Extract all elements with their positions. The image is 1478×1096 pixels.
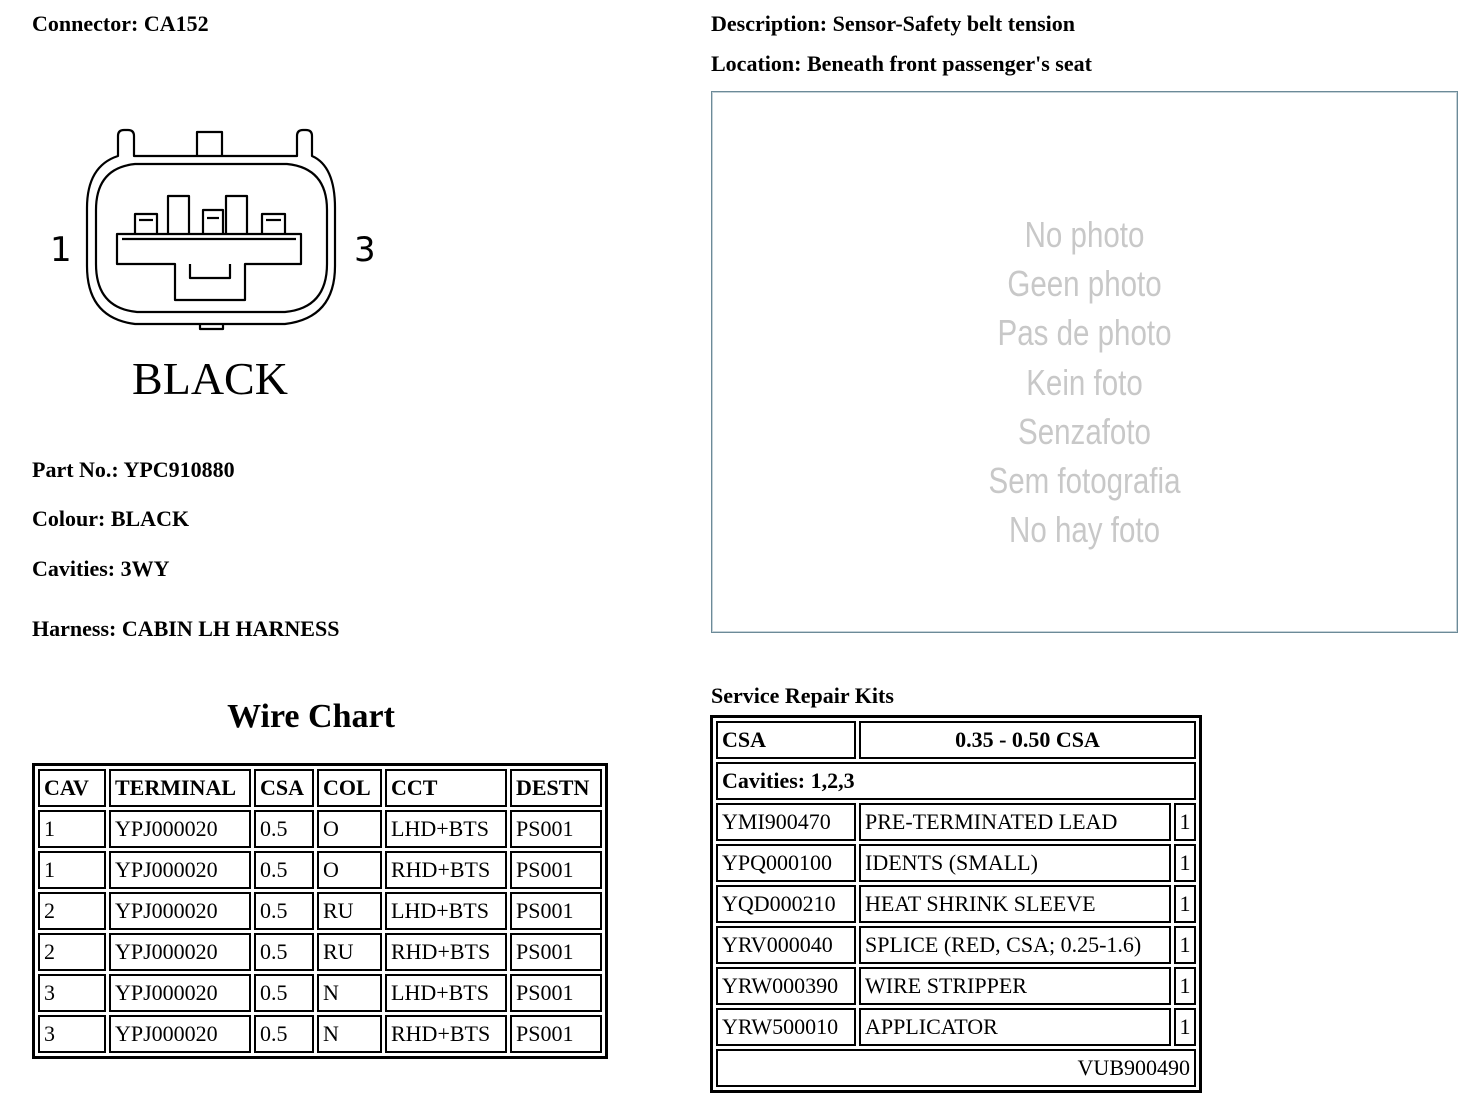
col-cct: CCT <box>385 769 507 807</box>
connector-housing <box>87 130 335 324</box>
colour-caption: BLACK <box>132 353 288 404</box>
description-label: Description: Sensor-Safety belt tension <box>711 11 1075 36</box>
table-row: 3 YPJ000020 0.5 N RHD+BTS PS001 <box>38 1015 602 1053</box>
col-cav: CAV <box>38 769 106 807</box>
location-label: Location: Beneath front passenger's seat <box>711 51 1092 76</box>
pin-label-right: 3 <box>354 230 376 270</box>
harness-info: Harness: CABIN LH HARNESS <box>32 616 340 641</box>
list-item: YMI900470 PRE-TERMINATED LEAD 1 <box>716 803 1196 841</box>
connector-diagram <box>40 118 400 418</box>
terminal-block <box>117 234 301 300</box>
service-kits-title: Service Repair Kits <box>711 683 894 708</box>
pin-label-left: 1 <box>50 230 72 270</box>
colour-info: Colour: BLACK <box>32 506 190 531</box>
cavities-info: Cavities: 3WY <box>32 556 170 581</box>
col-csa: CSA <box>254 769 314 807</box>
list-item: YRW000390 WIRE STRIPPER 1 <box>716 967 1196 1005</box>
table-row: 3 YPJ000020 0.5 N LHD+BTS PS001 <box>38 974 602 1012</box>
col-col: COL <box>317 769 382 807</box>
kit-code: VUB900490 <box>716 1049 1196 1087</box>
part-number: Part No.: YPC910880 <box>32 457 235 482</box>
col-destn: DESTN <box>510 769 602 807</box>
list-item: YPQ000100 IDENTS (SMALL) 1 <box>716 844 1196 882</box>
csa-label: CSA <box>716 721 856 759</box>
pin-3 <box>262 214 285 234</box>
photo-placeholder <box>711 91 1458 633</box>
service-kits-table <box>710 715 1202 1093</box>
table-row: 1 YPJ000020 0.5 O LHD+BTS PS001 <box>38 810 602 848</box>
kit-code-row <box>716 1049 1196 1087</box>
wire-chart-header <box>38 769 602 807</box>
cavities-row <box>716 762 1196 800</box>
pin-2 <box>203 210 223 234</box>
location-value: Beneath front passenger's seat <box>806 51 1092 76</box>
table-row: 2 YPJ000020 0.5 RU LHD+BTS PS001 <box>38 892 602 930</box>
list-item: YRW500010 APPLICATOR 1 <box>716 1008 1196 1046</box>
table-row: 1 YPJ000020 0.5 O RHD+BTS PS001 <box>38 851 602 889</box>
connector-latch <box>197 132 222 156</box>
connector-id: CA152 <box>143 11 209 36</box>
connector-label: Connector: CA152 <box>32 11 209 36</box>
table-row: 2 YPJ000020 0.5 RU RHD+BTS PS001 <box>38 933 602 971</box>
wire-chart-title: Wire Chart <box>227 698 395 735</box>
csa-row <box>716 721 1196 759</box>
description-value: Sensor-Safety belt tension <box>832 11 1075 36</box>
list-item: YRV000040 SPLICE (RED, CSA; 0.25-1.6) 1 <box>716 926 1196 964</box>
csa-value: 0.35 - 0.50 CSA <box>859 721 1196 759</box>
list-item: YQD000210 HEAT SHRINK SLEEVE 1 <box>716 885 1196 923</box>
col-terminal: TERMINAL <box>109 769 251 807</box>
wire-chart-table <box>32 763 608 1059</box>
pin-1 <box>135 214 157 234</box>
no-photo-text: No photo Geen photo Pas de photo Kein foto Senzafoto Sem fotografia No hay foto <box>988 214 1181 551</box>
kit-cavities: Cavities: 1,2,3 <box>716 762 1196 800</box>
